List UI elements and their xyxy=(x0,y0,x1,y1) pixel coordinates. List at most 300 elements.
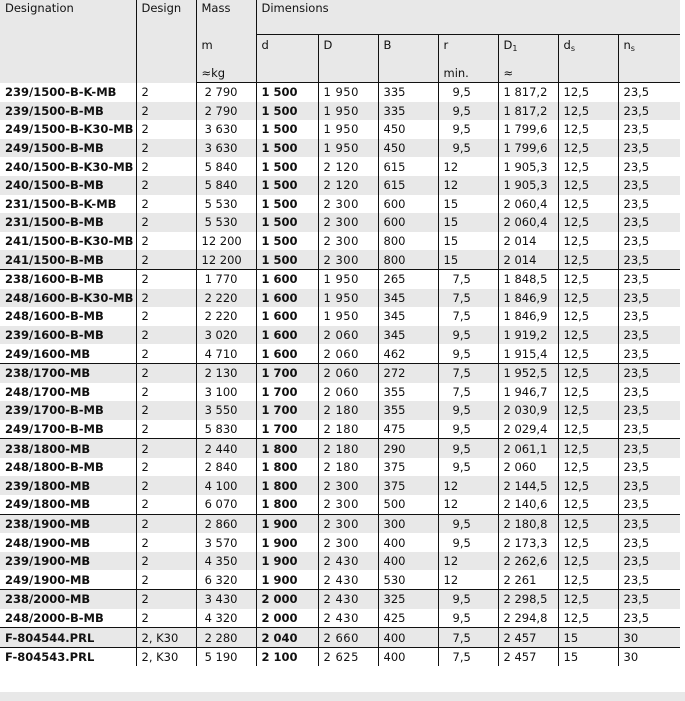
cell-r: 12 xyxy=(438,476,498,495)
cell-designation: 248/1800-B-MB xyxy=(0,458,136,477)
cell-ns: 23,5 xyxy=(618,570,680,589)
cell-B: 530 xyxy=(378,570,438,589)
table-row xyxy=(0,176,680,195)
cell-B: 475 xyxy=(378,420,438,439)
cell-design: 2 xyxy=(136,157,196,176)
cell-D1: 1 846,9 xyxy=(498,307,558,326)
cell-mass: 5 530 xyxy=(196,195,256,214)
cell-r: 9,5 xyxy=(438,83,498,102)
header-ns-base: n xyxy=(623,38,631,52)
header-d-unit xyxy=(256,62,318,83)
cell-d: 1 500 xyxy=(256,195,318,214)
cell-designation: 249/1800-MB xyxy=(0,495,136,514)
cell-ns: 23,5 xyxy=(618,120,680,139)
cell-ns: 23,5 xyxy=(618,307,680,326)
header-ns-unit xyxy=(618,62,680,83)
cell-D1: 2 014 xyxy=(498,250,558,269)
cell-d: 1 700 xyxy=(256,383,318,402)
cell-r: 9,5 xyxy=(438,458,498,477)
cell-d: 1 500 xyxy=(256,213,318,232)
header-ds-sub: s xyxy=(570,44,575,53)
cell-D: 2 300 xyxy=(318,514,378,533)
header-ds-base: d xyxy=(563,38,571,52)
cell-mass: 3 020 xyxy=(196,326,256,345)
header-d: d xyxy=(256,35,318,63)
cell-r: 9,5 xyxy=(438,609,498,628)
cell-design: 2 xyxy=(136,363,196,382)
cell-ds: 12,5 xyxy=(558,552,618,571)
cell-design: 2 xyxy=(136,307,196,326)
cell-D1: 2 029,4 xyxy=(498,420,558,439)
cell-ds: 12,5 xyxy=(558,83,618,102)
cell-designation: 240/1500-B-MB xyxy=(0,176,136,195)
cell-designation: 238/1800-MB xyxy=(0,439,136,458)
cell-mass: 3 630 xyxy=(196,139,256,158)
cell-ns: 30 xyxy=(618,628,680,648)
cell-D: 2 300 xyxy=(318,476,378,495)
header-mass-unit: ≈kg xyxy=(196,62,256,83)
cell-r: 15 xyxy=(438,195,498,214)
cell-ns: 23,5 xyxy=(618,83,680,102)
cell-design: 2 xyxy=(136,195,196,214)
cell-D1: 1 946,7 xyxy=(498,383,558,402)
header-design: Design xyxy=(136,0,196,83)
cell-design: 2 xyxy=(136,420,196,439)
cell-design: 2, K30 xyxy=(136,647,196,666)
cell-ns: 23,5 xyxy=(618,102,680,121)
header-B: B xyxy=(378,35,438,63)
cell-D: 2 300 xyxy=(318,495,378,514)
cell-d: 1 500 xyxy=(256,176,318,195)
cell-mass: 2 860 xyxy=(196,514,256,533)
cell-ns: 23,5 xyxy=(618,195,680,214)
cell-designation: 249/1500-B-K30-MB xyxy=(0,120,136,139)
cell-designation: 239/1700-B-MB xyxy=(0,401,136,420)
cell-D1: 2 060 xyxy=(498,458,558,477)
cell-D1: 2 014 xyxy=(498,232,558,251)
cell-mass: 4 710 xyxy=(196,344,256,363)
cell-ns: 23,5 xyxy=(618,344,680,363)
header-D1-sub: 1 xyxy=(512,44,518,53)
cell-ds: 12,5 xyxy=(558,289,618,308)
cell-ds: 12,5 xyxy=(558,495,618,514)
cell-design: 2 xyxy=(136,213,196,232)
cell-D: 2 300 xyxy=(318,195,378,214)
cell-ns: 23,5 xyxy=(618,458,680,477)
cell-B: 800 xyxy=(378,232,438,251)
cell-d: 1 900 xyxy=(256,533,318,552)
cell-B: 335 xyxy=(378,102,438,121)
cell-B: 500 xyxy=(378,495,438,514)
cell-d: 1 700 xyxy=(256,420,318,439)
cell-B: 450 xyxy=(378,120,438,139)
cell-mass: 3 430 xyxy=(196,590,256,609)
cell-ns: 23,5 xyxy=(618,401,680,420)
table-body xyxy=(0,83,680,667)
cell-ds: 15 xyxy=(558,628,618,648)
cell-B: 290 xyxy=(378,439,438,458)
cell-r: 9,5 xyxy=(438,533,498,552)
cell-designation: 241/1500-B-MB xyxy=(0,250,136,269)
table-row xyxy=(0,102,680,121)
cell-design: 2 xyxy=(136,289,196,308)
cell-mass: 3 550 xyxy=(196,401,256,420)
cell-ds: 12,5 xyxy=(558,120,618,139)
cell-B: 375 xyxy=(378,458,438,477)
cell-D: 1 950 xyxy=(318,289,378,308)
cell-B: 272 xyxy=(378,363,438,382)
cell-design: 2 xyxy=(136,533,196,552)
cell-d: 1 900 xyxy=(256,552,318,571)
cell-designation: 248/2000-B-MB xyxy=(0,609,136,628)
cell-design: 2 xyxy=(136,250,196,269)
cell-d: 1 500 xyxy=(256,120,318,139)
table-row xyxy=(0,495,680,514)
cell-designation: F-804543.PRL xyxy=(0,647,136,666)
cell-r: 7,5 xyxy=(438,647,498,666)
cell-d: 1 500 xyxy=(256,139,318,158)
cell-d: 1 600 xyxy=(256,269,318,288)
table-header xyxy=(0,0,680,83)
header-ds-unit xyxy=(558,62,618,83)
table-row xyxy=(0,514,680,533)
cell-designation: 249/1600-MB xyxy=(0,344,136,363)
cell-mass: 2 840 xyxy=(196,458,256,477)
table-row xyxy=(0,383,680,402)
cell-designation: 248/1600-B-MB xyxy=(0,307,136,326)
cell-D: 1 950 xyxy=(318,139,378,158)
cell-design: 2 xyxy=(136,326,196,345)
cell-ds: 12,5 xyxy=(558,102,618,121)
cell-D1: 2 294,8 xyxy=(498,609,558,628)
cell-D1: 1 905,3 xyxy=(498,176,558,195)
cell-D1: 2 173,3 xyxy=(498,533,558,552)
table-row xyxy=(0,344,680,363)
table-row xyxy=(0,250,680,269)
table-row xyxy=(0,363,680,382)
cell-mass: 6 070 xyxy=(196,495,256,514)
cell-D: 2 430 xyxy=(318,609,378,628)
cell-B: 615 xyxy=(378,157,438,176)
cell-D1: 2 140,6 xyxy=(498,495,558,514)
cell-B: 345 xyxy=(378,326,438,345)
header-ns xyxy=(618,35,680,63)
cell-B: 600 xyxy=(378,195,438,214)
cell-designation: 239/1500-B-MB xyxy=(0,102,136,121)
cell-designation: 239/1900-MB xyxy=(0,552,136,571)
cell-designation: 231/1500-B-K-MB xyxy=(0,195,136,214)
cell-ds: 12,5 xyxy=(558,401,618,420)
cell-design: 2 xyxy=(136,383,196,402)
table-row xyxy=(0,590,680,609)
cell-ds: 12,5 xyxy=(558,139,618,158)
cell-B: 345 xyxy=(378,289,438,308)
cell-B: 355 xyxy=(378,401,438,420)
header-D1 xyxy=(498,35,558,63)
cell-D: 1 950 xyxy=(318,83,378,102)
table-row xyxy=(0,628,680,648)
cell-r: 9,5 xyxy=(438,102,498,121)
cell-D1: 2 030,9 xyxy=(498,401,558,420)
cell-mass: 12 200 xyxy=(196,232,256,251)
table-row xyxy=(0,232,680,251)
cell-mass: 6 320 xyxy=(196,570,256,589)
header-r-note: min. xyxy=(438,62,498,83)
cell-D: 2 060 xyxy=(318,383,378,402)
cell-D: 2 060 xyxy=(318,344,378,363)
cell-D1: 2 262,6 xyxy=(498,552,558,571)
cell-r: 12 xyxy=(438,157,498,176)
cell-ds: 12,5 xyxy=(558,383,618,402)
cell-ds: 12,5 xyxy=(558,458,618,477)
cell-mass: 1 770 xyxy=(196,269,256,288)
cell-d: 1 600 xyxy=(256,344,318,363)
cell-ds: 12,5 xyxy=(558,476,618,495)
cell-r: 9,5 xyxy=(438,401,498,420)
cell-r: 12 xyxy=(438,495,498,514)
cell-ns: 23,5 xyxy=(618,514,680,533)
cell-ns: 23,5 xyxy=(618,363,680,382)
cell-ds: 12,5 xyxy=(558,157,618,176)
cell-ns: 23,5 xyxy=(618,383,680,402)
cell-D: 2 430 xyxy=(318,552,378,571)
table-row xyxy=(0,83,680,102)
cell-designation: 241/1500-B-K30-MB xyxy=(0,232,136,251)
cell-D1: 1 848,5 xyxy=(498,269,558,288)
cell-mass: 2 790 xyxy=(196,102,256,121)
cell-ds: 12,5 xyxy=(558,439,618,458)
table-row xyxy=(0,401,680,420)
cell-design: 2 xyxy=(136,476,196,495)
cell-D: 2 300 xyxy=(318,250,378,269)
cell-design: 2 xyxy=(136,120,196,139)
cell-design: 2 xyxy=(136,102,196,121)
cell-d: 1 900 xyxy=(256,570,318,589)
header-mass-symbol: m xyxy=(196,35,256,63)
cell-D: 2 180 xyxy=(318,420,378,439)
cell-r: 9,5 xyxy=(438,344,498,363)
cell-D1: 2 457 xyxy=(498,647,558,666)
cell-designation: 239/1500-B-K-MB xyxy=(0,83,136,102)
cell-design: 2 xyxy=(136,232,196,251)
cell-D: 2 120 xyxy=(318,157,378,176)
cell-mass: 4 350 xyxy=(196,552,256,571)
cell-ns: 23,5 xyxy=(618,533,680,552)
cell-D: 2 120 xyxy=(318,176,378,195)
cell-r: 9,5 xyxy=(438,326,498,345)
cell-D1: 2 180,8 xyxy=(498,514,558,533)
cell-design: 2 xyxy=(136,269,196,288)
cell-ns: 23,5 xyxy=(618,590,680,609)
cell-mass: 2 440 xyxy=(196,439,256,458)
cell-ns: 23,5 xyxy=(618,495,680,514)
cell-r: 7,5 xyxy=(438,307,498,326)
cell-D1: 1 905,3 xyxy=(498,157,558,176)
cell-D: 1 950 xyxy=(318,269,378,288)
cell-D: 2 180 xyxy=(318,439,378,458)
cell-ns: 23,5 xyxy=(618,609,680,628)
cell-mass: 2 220 xyxy=(196,307,256,326)
cell-design: 2 xyxy=(136,552,196,571)
cell-ds: 12,5 xyxy=(558,514,618,533)
cell-d: 1 800 xyxy=(256,476,318,495)
cell-design: 2 xyxy=(136,176,196,195)
cell-ds: 12,5 xyxy=(558,213,618,232)
cell-D1: 2 060,4 xyxy=(498,195,558,214)
header-mass: Mass xyxy=(196,0,256,35)
cell-d: 1 800 xyxy=(256,495,318,514)
cell-D: 2 180 xyxy=(318,401,378,420)
cell-D: 2 060 xyxy=(318,363,378,382)
cell-D: 2 300 xyxy=(318,533,378,552)
table-footer-strip xyxy=(0,692,685,701)
cell-ds: 12,5 xyxy=(558,420,618,439)
cell-D1: 2 298,5 xyxy=(498,590,558,609)
cell-D: 1 950 xyxy=(318,102,378,121)
header-r: r xyxy=(438,35,498,63)
cell-d: 1 800 xyxy=(256,439,318,458)
cell-D1: 2 060,4 xyxy=(498,213,558,232)
cell-designation: 239/1800-MB xyxy=(0,476,136,495)
cell-d: 1 500 xyxy=(256,250,318,269)
header-ds xyxy=(558,35,618,63)
cell-designation: F-804544.PRL xyxy=(0,628,136,648)
cell-r: 15 xyxy=(438,250,498,269)
table-row xyxy=(0,307,680,326)
cell-mass: 5 530 xyxy=(196,213,256,232)
cell-designation: 231/1500-B-MB xyxy=(0,213,136,232)
cell-ds: 12,5 xyxy=(558,590,618,609)
cell-ns: 23,5 xyxy=(618,176,680,195)
cell-mass: 2 790 xyxy=(196,83,256,102)
table-row xyxy=(0,289,680,308)
cell-ns: 23,5 xyxy=(618,232,680,251)
cell-ns: 23,5 xyxy=(618,250,680,269)
cell-d: 1 500 xyxy=(256,157,318,176)
cell-ns: 23,5 xyxy=(618,476,680,495)
cell-designation: 249/1500-B-MB xyxy=(0,139,136,158)
cell-r: 12 xyxy=(438,552,498,571)
cell-design: 2 xyxy=(136,344,196,363)
cell-mass: 4 100 xyxy=(196,476,256,495)
table-row xyxy=(0,139,680,158)
cell-design: 2 xyxy=(136,570,196,589)
cell-r: 15 xyxy=(438,232,498,251)
cell-ds: 12,5 xyxy=(558,250,618,269)
table-row xyxy=(0,476,680,495)
table-row xyxy=(0,552,680,571)
cell-mass: 3 570 xyxy=(196,533,256,552)
cell-designation: 248/1600-B-K30-MB xyxy=(0,289,136,308)
cell-B: 325 xyxy=(378,590,438,609)
cell-d: 2 000 xyxy=(256,609,318,628)
cell-design: 2 xyxy=(136,439,196,458)
cell-d: 1 500 xyxy=(256,102,318,121)
cell-D: 2 300 xyxy=(318,213,378,232)
cell-D: 2 625 xyxy=(318,647,378,666)
cell-D1: 1 952,5 xyxy=(498,363,558,382)
cell-ns: 23,5 xyxy=(618,326,680,345)
cell-D1: 1 799,6 xyxy=(498,139,558,158)
cell-d: 1 700 xyxy=(256,363,318,382)
cell-D1: 2 261 xyxy=(498,570,558,589)
cell-designation: 239/1600-B-MB xyxy=(0,326,136,345)
cell-ds: 12,5 xyxy=(558,344,618,363)
cell-designation: 248/1700-MB xyxy=(0,383,136,402)
cell-designation: 238/1600-B-MB xyxy=(0,269,136,288)
table-row xyxy=(0,647,680,666)
cell-B: 400 xyxy=(378,552,438,571)
header-D1-base: D xyxy=(503,38,513,52)
cell-r: 9,5 xyxy=(438,139,498,158)
cell-D1: 2 144,5 xyxy=(498,476,558,495)
cell-D: 2 180 xyxy=(318,458,378,477)
table-row xyxy=(0,458,680,477)
header-D-unit xyxy=(318,62,378,83)
cell-ns: 23,5 xyxy=(618,139,680,158)
cell-B: 400 xyxy=(378,628,438,648)
header-D: D xyxy=(318,35,378,63)
cell-designation: 238/1900-MB xyxy=(0,514,136,533)
cell-r: 9,5 xyxy=(438,120,498,139)
cell-design: 2, K30 xyxy=(136,628,196,648)
cell-ds: 12,5 xyxy=(558,307,618,326)
cell-ns: 23,5 xyxy=(618,552,680,571)
table-row xyxy=(0,120,680,139)
cell-mass: 3 630 xyxy=(196,120,256,139)
cell-design: 2 xyxy=(136,139,196,158)
cell-d: 1 500 xyxy=(256,232,318,251)
cell-mass: 2 130 xyxy=(196,363,256,382)
cell-B: 355 xyxy=(378,383,438,402)
cell-ns: 23,5 xyxy=(618,439,680,458)
cell-mass: 2 280 xyxy=(196,628,256,648)
cell-mass: 5 840 xyxy=(196,176,256,195)
cell-mass: 2 220 xyxy=(196,289,256,308)
cell-ds: 12,5 xyxy=(558,176,618,195)
cell-ds: 12,5 xyxy=(558,326,618,345)
cell-ds: 12,5 xyxy=(558,363,618,382)
table-row xyxy=(0,533,680,552)
cell-d: 1 600 xyxy=(256,307,318,326)
cell-B: 450 xyxy=(378,139,438,158)
cell-ds: 12,5 xyxy=(558,570,618,589)
table-row xyxy=(0,439,680,458)
table-row xyxy=(0,609,680,628)
cell-designation: 240/1500-B-K30-MB xyxy=(0,157,136,176)
cell-designation: 248/1900-MB xyxy=(0,533,136,552)
cell-B: 600 xyxy=(378,213,438,232)
cell-mass: 5 190 xyxy=(196,647,256,666)
header-ns-sub: s xyxy=(630,44,635,53)
cell-r: 15 xyxy=(438,213,498,232)
cell-D: 1 950 xyxy=(318,120,378,139)
table-row xyxy=(0,269,680,288)
cell-d: 1 600 xyxy=(256,289,318,308)
table-row xyxy=(0,157,680,176)
cell-r: 7,5 xyxy=(438,628,498,648)
cell-D1: 1 915,4 xyxy=(498,344,558,363)
cell-ds: 12,5 xyxy=(558,533,618,552)
cell-design: 2 xyxy=(136,514,196,533)
cell-ds: 15 xyxy=(558,647,618,666)
cell-r: 12 xyxy=(438,176,498,195)
cell-D: 2 430 xyxy=(318,590,378,609)
cell-B: 615 xyxy=(378,176,438,195)
cell-B: 425 xyxy=(378,609,438,628)
cell-ns: 23,5 xyxy=(618,269,680,288)
cell-r: 7,5 xyxy=(438,269,498,288)
